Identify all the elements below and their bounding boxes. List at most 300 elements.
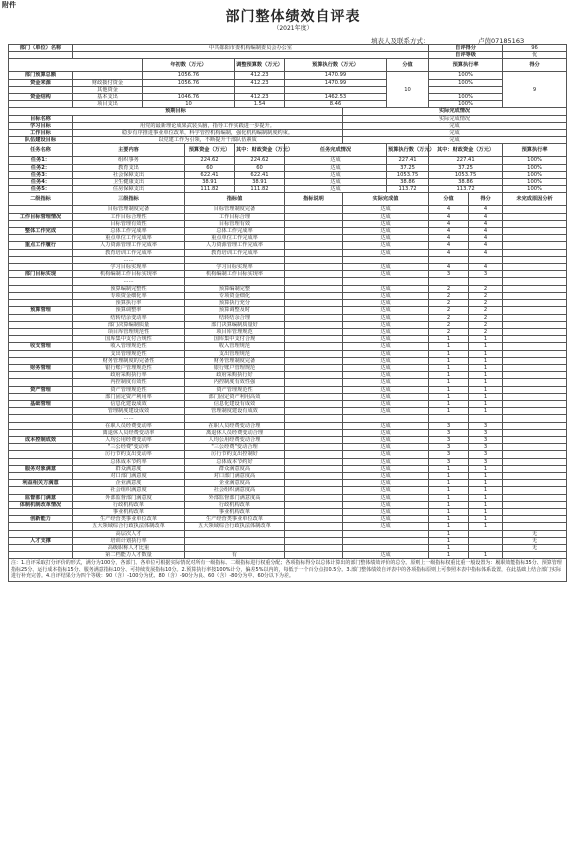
ind-value: 在职人员经费变动合理	[185, 422, 285, 429]
ind-get: 1	[469, 494, 503, 501]
ind-desc	[285, 444, 343, 451]
ind-get	[469, 278, 503, 285]
table-row	[9, 94, 567, 101]
ind-score: 2	[429, 321, 469, 328]
task-budget: 224.62	[185, 157, 235, 164]
budget-year: 10	[143, 101, 235, 108]
table-row	[9, 220, 567, 227]
ind-get: 1	[469, 357, 503, 364]
ind-value	[185, 278, 285, 285]
ind-l2: 收支管理	[9, 343, 73, 350]
ind-score: 2	[429, 307, 469, 314]
ind-desc	[285, 472, 343, 479]
table-row	[9, 59, 567, 72]
ind-score: 2	[429, 300, 469, 307]
ind-l3: 培训计划执行率	[73, 537, 185, 544]
budget-adjusted-header: 调整预算数（万元）	[235, 59, 285, 72]
ind-l2	[9, 314, 73, 321]
ind-value: 学习目标实现率	[185, 264, 285, 271]
goal-actual: 完成	[343, 130, 567, 137]
ind-l3: 银行账户管理规范性	[73, 364, 185, 371]
ind-get	[469, 545, 503, 552]
ind-desc	[285, 494, 343, 501]
ind-value: 外部监督部门满意度高	[185, 494, 285, 501]
ind-l3: 工作目标合理性	[73, 213, 185, 220]
ind-reason	[503, 379, 567, 386]
table-row	[9, 249, 567, 256]
ind-score	[429, 256, 469, 263]
task-finexec: 113.72	[429, 186, 503, 193]
table-row	[9, 444, 567, 451]
ind-status: 达成	[343, 552, 429, 559]
ind-l3: 目标管理有效性	[73, 220, 185, 227]
ind-reason	[503, 508, 567, 515]
ind-score: 1	[429, 357, 469, 364]
ind-reason	[503, 501, 567, 508]
ind-l2: 重点工作履行	[9, 242, 73, 249]
ind-score: 1	[429, 393, 469, 400]
ind-l3: 管理制度建设成效	[73, 408, 185, 415]
task-rate: 100%	[503, 164, 567, 171]
unit-label: 部门（单位）名称	[9, 45, 73, 52]
table-row	[9, 86, 567, 93]
ind-status: 达成	[343, 271, 429, 278]
ind-reason	[503, 314, 567, 321]
table-row	[9, 300, 567, 307]
ind-l2-header: 二级指标	[9, 193, 73, 206]
budget-item: 项目支出	[73, 101, 143, 108]
ind-get: 3	[469, 444, 503, 451]
table-row	[9, 451, 567, 458]
table-row	[9, 458, 567, 465]
budget-group	[9, 86, 73, 93]
ind-reason: 无	[503, 537, 567, 544]
task-fin: 60	[235, 164, 285, 171]
ind-status: 达成	[343, 379, 429, 386]
ind-score: 4	[429, 228, 469, 235]
ind-status: 达成	[343, 206, 429, 213]
ind-get: 1	[469, 343, 503, 350]
goal-actual: 完成	[343, 122, 567, 129]
goal-actual: 完成	[343, 137, 567, 144]
ind-reason	[503, 552, 567, 559]
ind-status: 达成	[343, 321, 429, 328]
ind-score: 3	[429, 444, 469, 451]
ind-value: 总体成本节约好	[185, 458, 285, 465]
ind-l2	[9, 321, 73, 328]
ind-desc	[285, 451, 343, 458]
ind-value: 离退休人员经费变动合理	[185, 429, 285, 436]
ind-desc	[285, 213, 343, 220]
ind-value: 预算执行充分	[185, 300, 285, 307]
ind-status: 达成	[343, 314, 429, 321]
ind-value: 对口部门满意度高	[185, 472, 285, 479]
table-row	[9, 436, 567, 443]
ind-score: 1	[429, 336, 469, 343]
ind-value: 支出管理规范	[185, 350, 285, 357]
ind-l3: 收入管理规范性	[73, 343, 185, 350]
ind-desc	[285, 545, 343, 552]
ind-score: 1	[429, 530, 469, 537]
table-row	[9, 206, 567, 213]
page-title: 部门整体绩效自评表	[225, 9, 361, 25]
task-fin: 38.91	[235, 179, 285, 186]
task-budget-header: 预算资金（万元）	[185, 144, 235, 157]
table-row	[9, 336, 567, 343]
budget-executed: 1470.99	[285, 79, 387, 86]
task-rate-header: 预算执行率	[503, 144, 567, 157]
ind-l3: 教育培训工作完成率	[73, 249, 185, 256]
ind-reason	[503, 307, 567, 314]
table-row	[9, 530, 567, 537]
ind-status	[343, 256, 429, 263]
task-exec: 113.72	[387, 186, 429, 193]
table-body	[9, 45, 567, 582]
ind-status: 达成	[343, 487, 429, 494]
ind-get: 1	[469, 472, 503, 479]
ind-status: 达成	[343, 228, 429, 235]
ind-l2: 体制机制改革情况	[9, 501, 73, 508]
budget-score: 10	[387, 72, 429, 108]
budget-get-header: 得分	[503, 59, 567, 72]
ind-get: 1	[469, 523, 503, 530]
task-name: 任务3：	[9, 171, 73, 178]
ind-score: 1	[429, 508, 469, 515]
ind-score: 1	[429, 472, 469, 479]
task-finexec: 37.25	[429, 164, 503, 171]
ind-l2	[9, 523, 73, 530]
ind-l3: 对口部门满意度	[73, 472, 185, 479]
task-content: 卫生健康支出	[73, 179, 185, 186]
ind-desc	[285, 422, 343, 429]
ind-l2: 预算管理	[9, 307, 73, 314]
task-content-header: 主要内容	[73, 144, 185, 157]
ind-get	[469, 530, 503, 537]
ind-value: 部门决算编制质量好	[185, 321, 285, 328]
ind-l2: 监督部门满意	[9, 494, 73, 501]
table-row	[9, 379, 567, 386]
ind-value: 目标管理制度完备	[185, 206, 285, 213]
budget-executed: 8.46	[285, 101, 387, 108]
evaluation-table	[8, 44, 567, 582]
ind-l2	[9, 357, 73, 364]
ind-status: 达成	[343, 292, 429, 299]
goal-plan	[73, 115, 343, 122]
ind-get: 1	[469, 487, 503, 494]
ind-score: 3	[429, 451, 469, 458]
table-row	[9, 537, 567, 544]
budget-adjusted	[235, 86, 285, 93]
ind-reason	[503, 206, 567, 213]
ind-score: 1	[429, 386, 469, 393]
ind-get: 1	[469, 465, 503, 472]
ind-l3: 总体工作完成率	[73, 228, 185, 235]
ind-score: 1	[429, 408, 469, 415]
ind-value: 厉行节约支出控制好	[185, 451, 285, 458]
table-row	[9, 480, 567, 487]
ind-l2	[9, 508, 73, 515]
table-row	[9, 292, 567, 299]
ind-desc	[285, 465, 343, 472]
ind-l3: 目标管理制度完备	[73, 206, 185, 213]
ind-reason	[503, 300, 567, 307]
goal-key: 队伍建设目标	[9, 137, 73, 144]
task-fin-header: 其中：财政资金（万元）	[235, 144, 285, 157]
ind-reason	[503, 400, 567, 407]
table-row	[9, 545, 567, 552]
ind-desc	[285, 321, 343, 328]
ind-score: 4	[429, 235, 469, 242]
ind-reason	[503, 458, 567, 465]
ind-reason	[503, 386, 567, 393]
ind-get: 4	[469, 249, 503, 256]
ind-reason	[503, 350, 567, 357]
ind-value: 企业满意度高	[185, 480, 285, 487]
ind-score: 3	[429, 271, 469, 278]
ind-reason	[503, 372, 567, 379]
table-row	[9, 523, 567, 530]
ind-get: 1	[469, 400, 503, 407]
table-row	[9, 400, 567, 407]
ind-status: 达成	[343, 429, 429, 436]
budget-group: 资金来源	[9, 79, 73, 86]
budget-item: 基本支出	[73, 94, 143, 101]
ind-desc	[285, 300, 343, 307]
ind-reason	[503, 364, 567, 371]
ind-value: 总体工作完成率	[185, 228, 285, 235]
table-row	[9, 343, 567, 350]
table-row	[9, 264, 567, 271]
grade-label: 自评等级	[429, 52, 503, 59]
ind-reason	[503, 422, 567, 429]
ind-l2	[9, 235, 73, 242]
task-budget: 60	[185, 164, 235, 171]
task-content: 社会保障支出	[73, 171, 185, 178]
ind-l2	[9, 451, 73, 458]
ind-l3: "三公经费"变动率	[73, 444, 185, 451]
table-row	[9, 144, 567, 157]
ind-desc	[285, 220, 343, 227]
table-row	[9, 186, 567, 193]
ind-status: 达成	[343, 372, 429, 379]
ind-reason-header: 未完成原因分析	[503, 193, 567, 206]
ind-status: 达成	[343, 264, 429, 271]
ind-value: 项目库管理规范	[185, 328, 285, 335]
table-row	[9, 137, 567, 144]
ind-status: 达成	[343, 458, 429, 465]
table-row	[9, 228, 567, 235]
ind-desc	[285, 364, 343, 371]
budget-rate: 100%	[429, 94, 503, 101]
ind-l2	[9, 264, 73, 271]
task-finexec: 38.86	[429, 179, 503, 186]
goals-actual-header: 实际完成情况	[343, 108, 567, 115]
ind-l3: 部门决算编制质量	[73, 321, 185, 328]
ind-l3: 第二档能力人才数量	[73, 552, 185, 559]
ind-get: 4	[469, 235, 503, 242]
ind-get: 3	[469, 458, 503, 465]
ind-status: 达成	[343, 465, 429, 472]
ind-l2	[9, 328, 73, 335]
ind-l3: 社会组织满意度	[73, 487, 185, 494]
ind-l2	[9, 220, 73, 227]
task-finexec: 1053.75	[429, 171, 503, 178]
ind-desc	[285, 386, 343, 393]
task-name-header: 任务名称	[9, 144, 73, 157]
ind-l2	[9, 278, 73, 285]
ind-status: 达成	[343, 516, 429, 523]
ind-value: 部门固定资产利用高效	[185, 393, 285, 400]
ind-desc	[285, 393, 343, 400]
goal-plan: 以党建工作为引领，不断提升干部队伍素质	[73, 137, 343, 144]
ind-l3: 预算执行率	[73, 300, 185, 307]
ind-reason	[503, 328, 567, 335]
ind-value: 管理制度建设有成效	[185, 408, 285, 415]
table-row	[9, 386, 567, 393]
ind-get: 1	[469, 364, 503, 371]
ind-l2	[9, 249, 73, 256]
ind-value: 群众满意度高	[185, 465, 285, 472]
table-row	[9, 213, 567, 220]
ind-l2: 资产管理	[9, 386, 73, 393]
ind-l2	[9, 530, 73, 537]
ind-l3: 行政机构改革	[73, 501, 185, 508]
ind-reason	[503, 429, 567, 436]
ind-value: 预算编制完整	[185, 285, 285, 292]
table-row	[9, 393, 567, 400]
ind-status: 达成	[343, 328, 429, 335]
ind-desc	[285, 235, 343, 242]
ind-desc	[285, 350, 343, 357]
ind-value: 工作目标合理	[185, 213, 285, 220]
ind-score: 2	[429, 328, 469, 335]
ind-status: 达成	[343, 400, 429, 407]
ind-l2: 利益相关方满意	[9, 480, 73, 487]
ind-l3: ……	[73, 278, 185, 285]
ind-value: 社会组织满意度高	[185, 487, 285, 494]
ind-status: 达成	[343, 242, 429, 249]
ind-desc	[285, 408, 343, 415]
budget-group: 部门预算总额	[9, 72, 73, 79]
ind-score: 3	[429, 429, 469, 436]
ind-desc	[285, 415, 343, 422]
ind-value	[185, 530, 285, 537]
ind-status: 达成	[343, 300, 429, 307]
ind-reason	[503, 292, 567, 299]
ind-status-header: 实际完成值	[343, 193, 429, 206]
ind-desc	[285, 264, 343, 271]
ind-get: 1	[469, 350, 503, 357]
ind-l3: 专项资金细化率	[73, 292, 185, 299]
table-row	[9, 429, 567, 436]
ind-status: 达成	[343, 480, 429, 487]
task-status: 达成	[285, 164, 387, 171]
ind-get: 4	[469, 264, 503, 271]
ind-l2	[9, 545, 73, 552]
ind-get: 2	[469, 307, 503, 314]
table-row	[9, 516, 567, 523]
ind-l2: 成本控制成效	[9, 436, 73, 443]
ind-score: 1	[429, 343, 469, 350]
ind-reason	[503, 256, 567, 263]
ind-reason: 无	[503, 530, 567, 537]
ind-reason	[503, 357, 567, 364]
ind-desc	[285, 458, 343, 465]
ind-l2: 人才支撑	[9, 537, 73, 544]
ind-get: 3	[469, 271, 503, 278]
ind-value	[185, 537, 285, 544]
ind-l3: 财务管理制度的完备性	[73, 357, 185, 364]
ind-score	[429, 415, 469, 422]
ind-get: 4	[469, 220, 503, 227]
goal-actual: 实际完成情况	[343, 115, 567, 122]
ind-l3-header: 三级指标	[73, 193, 185, 206]
budget-executed	[285, 86, 387, 93]
ind-status: 达成	[343, 235, 429, 242]
task-rate: 100%	[503, 171, 567, 178]
ind-desc	[285, 278, 343, 285]
ind-reason	[503, 451, 567, 458]
task-fin: 622.41	[235, 171, 285, 178]
ind-get: 1	[469, 408, 503, 415]
task-status: 达成	[285, 157, 387, 164]
ind-reason	[503, 487, 567, 494]
ind-reason	[503, 336, 567, 343]
table-row	[9, 508, 567, 515]
task-status: 达成	[285, 179, 387, 186]
ind-get: 1	[469, 379, 503, 386]
ind-status: 达成	[343, 408, 429, 415]
ind-status: 达成	[343, 386, 429, 393]
ind-score: 1	[429, 545, 469, 552]
ind-desc-header: 指标说明	[285, 193, 343, 206]
ind-reason	[503, 408, 567, 415]
ind-l3: 重点单位工作完成率	[73, 235, 185, 242]
ind-score: 4	[429, 264, 469, 271]
ind-desc	[285, 552, 343, 559]
task-rate: 100%	[503, 179, 567, 186]
ind-value: 目标管理有效	[185, 220, 285, 227]
ind-desc	[285, 314, 343, 321]
budget-executed: 1470.99	[285, 72, 387, 79]
ind-desc	[285, 516, 343, 523]
ind-desc	[285, 508, 343, 515]
ind-value: 人力资源管理工作完成率	[185, 242, 285, 249]
ind-value: 银行账户管理规范	[185, 364, 285, 371]
ind-value: 国库集中支付合规	[185, 336, 285, 343]
ind-desc	[285, 357, 343, 364]
ind-reason	[503, 278, 567, 285]
ind-reason	[503, 494, 567, 501]
table-row	[9, 321, 567, 328]
ind-score: 4	[429, 220, 469, 227]
ind-get: 4	[469, 242, 503, 249]
ind-desc	[285, 242, 343, 249]
ind-desc	[285, 436, 343, 443]
budget-adjusted: 412.23	[235, 94, 285, 101]
ind-desc	[285, 292, 343, 299]
ind-get: 3	[469, 422, 503, 429]
ind-l3: 预算调整率	[73, 307, 185, 314]
ind-l3: 项目库管理规范性	[73, 328, 185, 335]
task-name: 任务4：	[9, 179, 73, 186]
budget-year	[143, 86, 235, 93]
ind-l2	[9, 285, 73, 292]
ind-value	[185, 415, 285, 422]
table-row	[9, 364, 567, 371]
ind-reason	[503, 393, 567, 400]
ind-get: 1	[469, 480, 503, 487]
